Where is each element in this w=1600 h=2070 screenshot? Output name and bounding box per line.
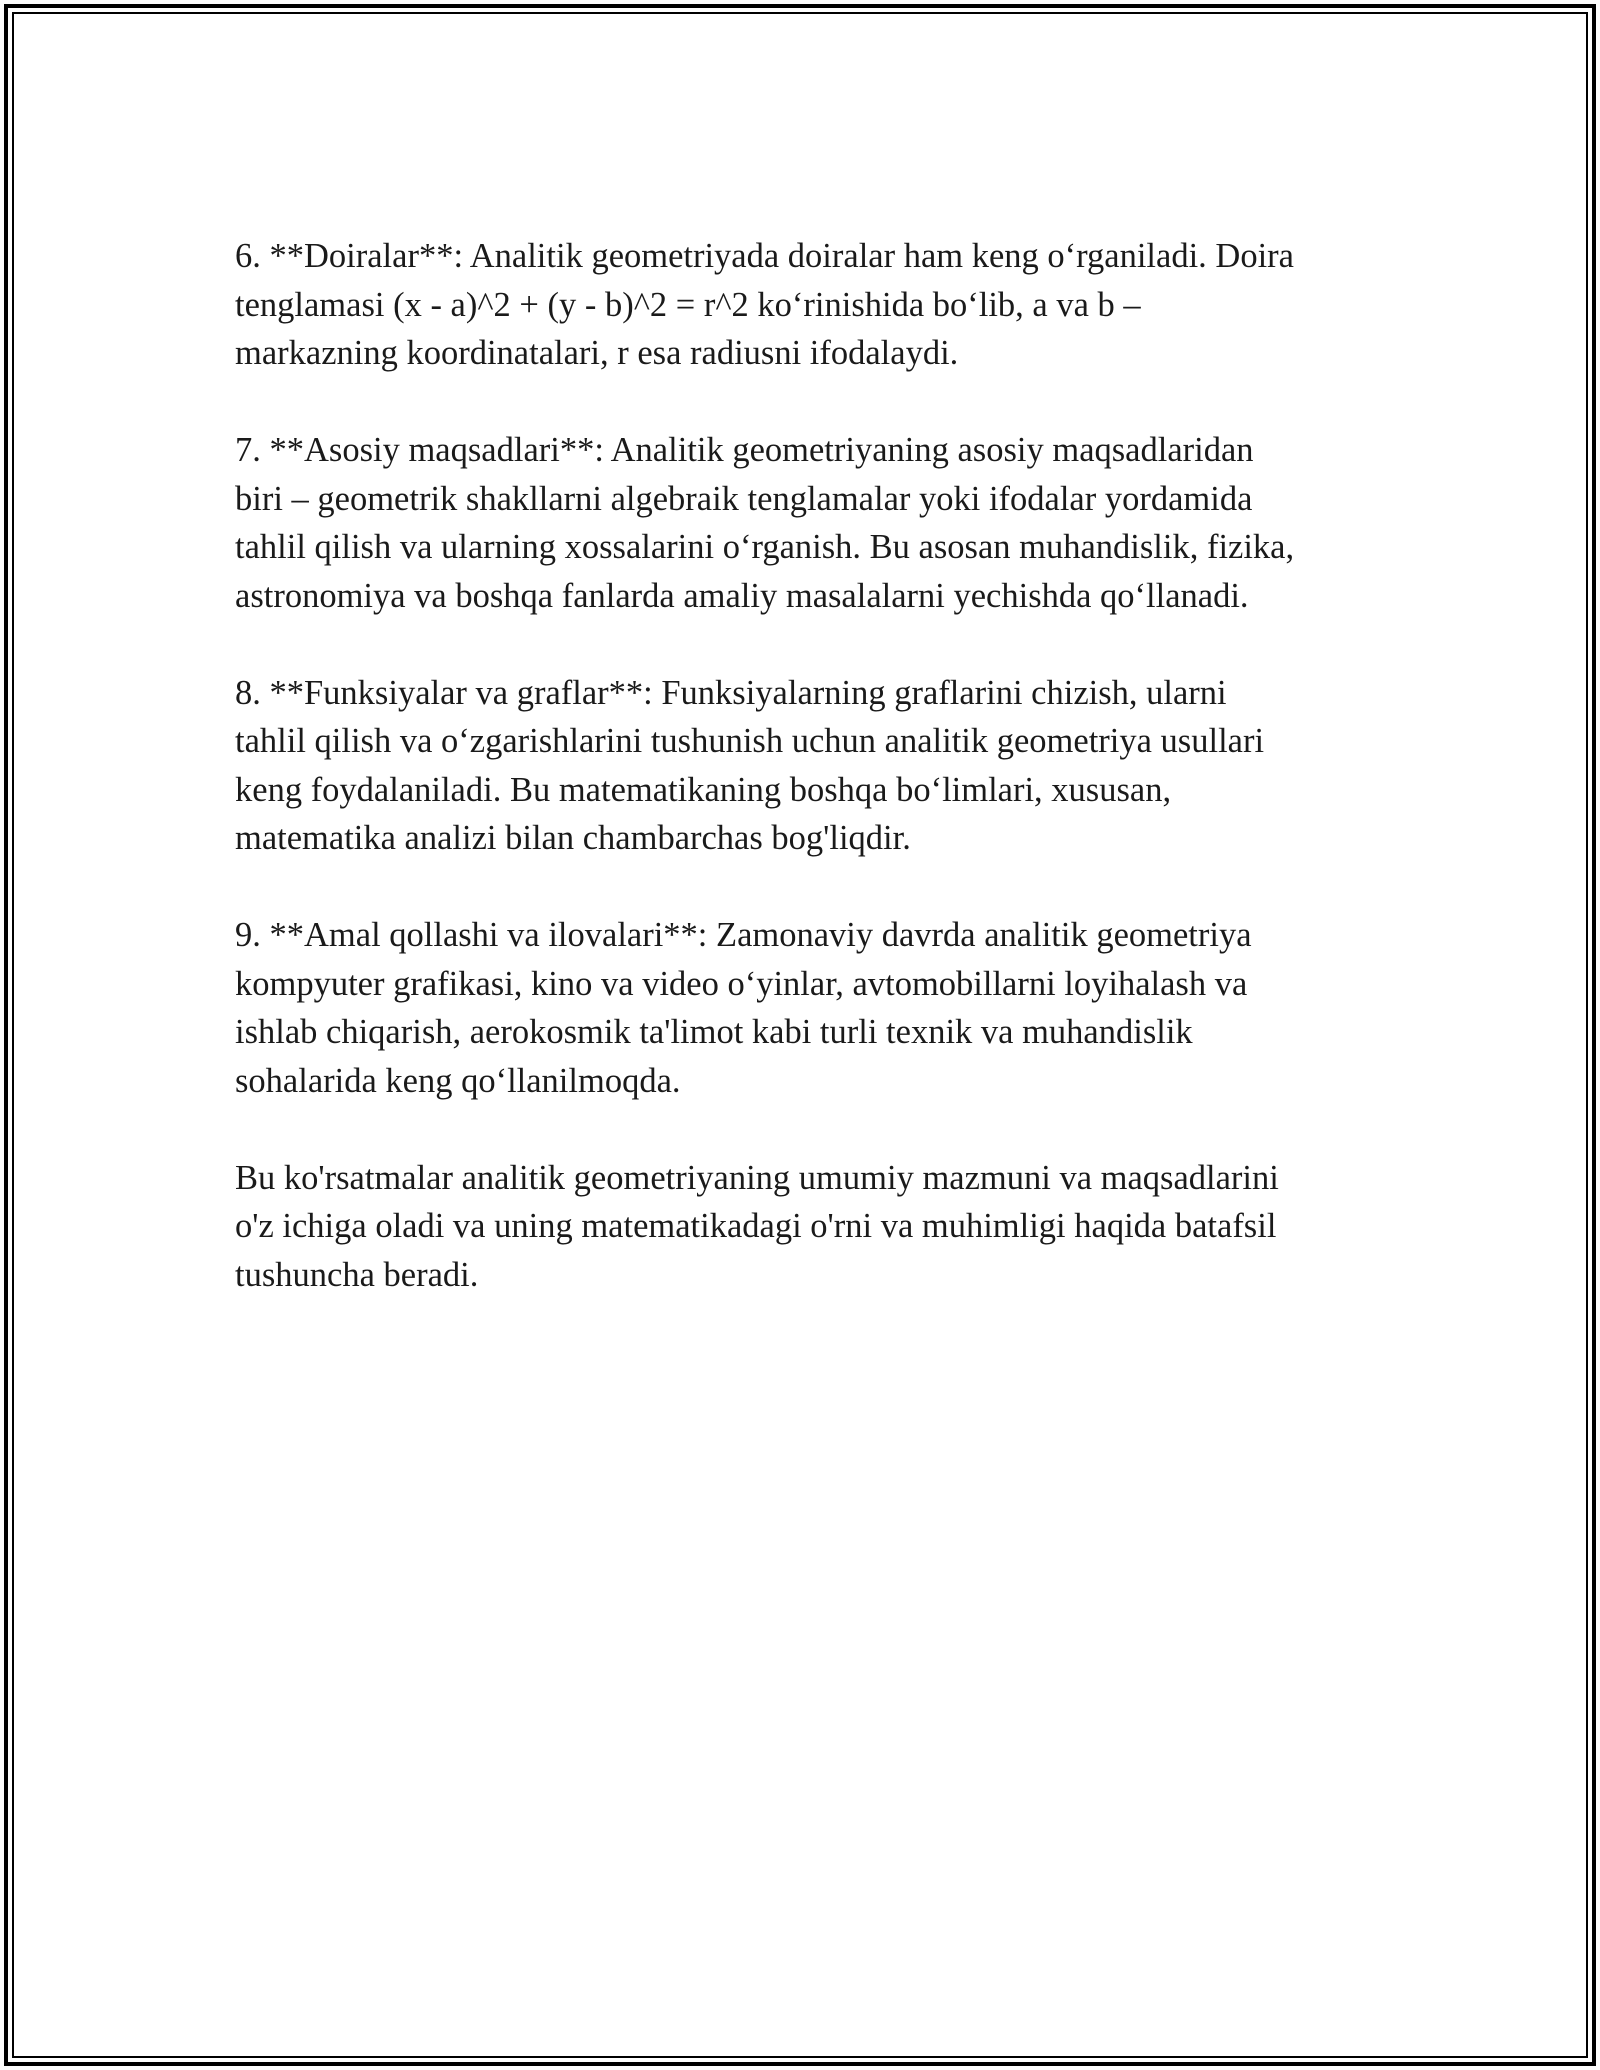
text-line: ishlab chiqarish, aerokosmik ta'limot kabi turli texnik va muhandislik — [235, 1013, 1193, 1051]
text-line: 7. **Asosiy maqsadlari**: Analitik geometriyaning asosiy maqsadlaridan — [235, 431, 1254, 469]
text-line: 6. **Doiralar**: Analitik geometriyada doiralar ham keng o‘rganiladi. Doira — [235, 237, 1294, 275]
text-line: astronomiya va boshqa fanlarda amaliy masalalarni yechishda qo‘llanadi. — [235, 576, 1249, 615]
document-body — [235, 232, 1385, 1348]
text-line: tenglamasi (x - a)^2 + (y - b)^2 = r^2 ko‘rinishida bo‘lib, a va b – — [235, 285, 1141, 324]
text-line: 8. **Funksiyalar va graflar**: Funksiyalarning graflarini chizish, ularni — [235, 673, 1227, 712]
paragraph-doiralar — [235, 232, 1385, 378]
text-line: 9. **Amal qollashi va ilovalari**: Zamonaviy davrda analitik geometriya — [235, 916, 1252, 954]
text-line: tahlil qilish va o‘zgarishlarini tushunish uchun analitik geometriya usullari — [235, 722, 1265, 760]
text-line: Bu ko'rsatmalar analitik geometriyaning umumiy mazmuni va maqsadlarini — [235, 1158, 1279, 1197]
paragraph-summary — [235, 1154, 1385, 1300]
text-line: biri – geometrik shakllarni algebraik tenglamalar yoki ifodalar yordamida — [235, 479, 1253, 518]
text-line: kompyuter grafikasi, kino va video o‘yinlar, avtomobillarni loyihalash va — [235, 964, 1248, 1003]
text-line: o'z ichiga oladi va uning matematikadagi o'rni va muhimligi haqida batafsil — [235, 1207, 1277, 1245]
text-line: sohalarida keng qo‘llanilmoqda. — [235, 1061, 681, 1100]
paragraph-asosiy-maqsadlari — [235, 426, 1385, 620]
text-line: tushuncha beradi. — [235, 1255, 479, 1294]
text-line: matematika analizi bilan chambarchas bog'liqdir. — [235, 819, 911, 857]
text-line: markazning koordinatalari, r esa radiusni ifodalaydi. — [235, 334, 959, 372]
paragraph-amal-qollashi — [235, 911, 1385, 1105]
text-line: keng foydalaniladi. Bu matematikaning boshqa bo‘limlari, xususan, — [235, 770, 1172, 809]
paragraph-funksiyalar — [235, 669, 1385, 863]
text-line: tahlil qilish va ularning xossalarini o‘rganish. Bu asosan muhandislik, fizika, — [235, 528, 1295, 566]
